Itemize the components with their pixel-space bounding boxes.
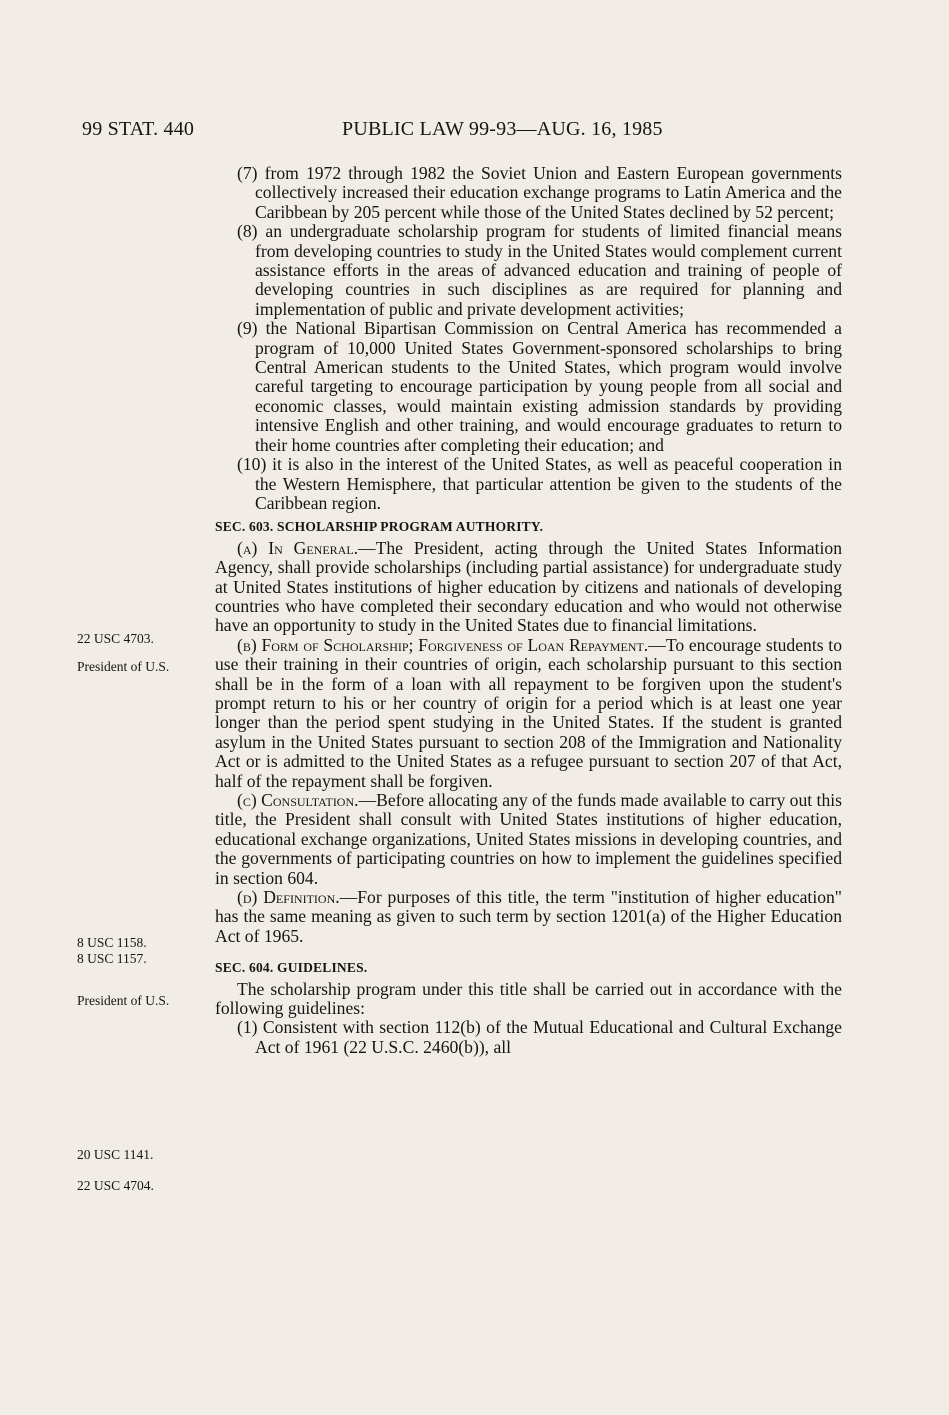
paragraph-7: (7) from 1972 through 1982 the Soviet Union and Eastern European governments collectively increased their education exchange programs to Latin America and the Caribbean by 205 percent while those of the United States declined by 52 percent; [237, 163, 842, 222]
margin-note-usc-1157: 8 USC 1157. [77, 951, 147, 966]
margin-note-usc-1158: 8 USC 1158. [77, 935, 147, 950]
subsection-d [215, 888, 842, 946]
section-603-heading: SEC. 603. SCHOLARSHIP PROGRAM AUTHORITY. [215, 519, 544, 535]
subsection-a-text: —The President, acting through the United States Information Agency, shall provide scholarships (including partial assistance) for undergraduate study at United States institutions of higher education by citizens and nationals of developing countries who have completed their secondary education and who would not otherwise have an opportunity to study in the United States due to financial limitations. [215, 537, 842, 636]
subsection-b [215, 636, 842, 791]
subsection-c-caption: (c) Consultation. [237, 790, 359, 810]
guideline-1: (1) Consistent with section 112(b) of the Mutual Educational and Cultural Exchange Act of 1961 (22 U.S.C. 2460(b)), all [237, 1017, 842, 1057]
subsection-b-caption: (b) Form of Scholarship; Forgiveness of Loan Repayment. [237, 634, 649, 655]
subsection-d-text: —For purposes of this title, the term "institution of higher education" has the same meaning as given to such term by section 1201(a) of the Higher Education Act of 1965. [215, 887, 842, 946]
paragraph-8: (8) an undergraduate scholarship program for students of limited financial means from developing countries to study in the United States would complement current assistance efforts in the areas of advanced education and training of people of developing countries in such disciplines as are required for planning and implementation of public and private development activities; [237, 221, 842, 319]
body-text [215, 164, 842, 1057]
stat-page-number: 99 STAT. 440 [82, 118, 195, 140]
running-head: PUBLIC LAW 99-93—AUG. 16, 1985 [342, 118, 663, 140]
subsection-c [215, 791, 842, 888]
margin-note-usc-4703: 22 USC 4703. [77, 631, 154, 646]
subsection-b-text: —To encourage students to use their training in their countries of origin, each scholarship pursuant to this section shall be in the form of a loan with all repayment to be forgiven upon the student's prompt return to his or her country of origin for a period which is at least one year longer than the period spent studying in the United States. If the student is granted asylum in the United States pursuant to section 208 of the Immigration and Nationality Act or is admitted to the United States as a refugee pursuant to section 207 of that Act, half of the repayment shall be forgiven. [215, 634, 842, 791]
margin-note-usc-4704: 22 USC 4704. [77, 1178, 154, 1193]
section-604-heading: SEC. 604. GUIDELINES. [215, 960, 368, 976]
margin-note-president: President of U.S. [77, 659, 170, 674]
paragraph-10: (10) it is also in the interest of the United States, as well as peaceful cooperation in the Western Hemisphere, that particular attention be given to the students of the Caribbean region. [237, 454, 842, 513]
subsection-d-caption: (d) Definition. [237, 887, 340, 908]
margin-note-president: President of U.S. [77, 993, 170, 1008]
paragraph-9: (9) the National Bipartisan Commission on Central America has recommended a program of 10,000 United States Government-sponsored scholarships to bring Central American students to the United States, which program would involve careful targeting to encourage participation by young people from all social and economic classes, would maintain existing admission standards by providing intensive English and other training, and would encourage graduates to return to their home countries after completing their education; and [237, 318, 842, 455]
guidelines-intro: The scholarship program under this title shall be carried out in accordance with the following guidelines: [215, 978, 842, 1019]
subsection-c-text: —Before allocating any of the funds made available to carry out this title, the President shall consult with United States institutions of higher education, educational exchange organizations, United States missions in developing countries, and the governments of participating countries on how to implement the guidelines specified in section 604. [215, 790, 842, 888]
subsection-a-caption: (a) In General. [237, 537, 359, 558]
margin-note-usc-1141: 20 USC 1141. [77, 1147, 154, 1162]
subsection-a [215, 539, 842, 636]
